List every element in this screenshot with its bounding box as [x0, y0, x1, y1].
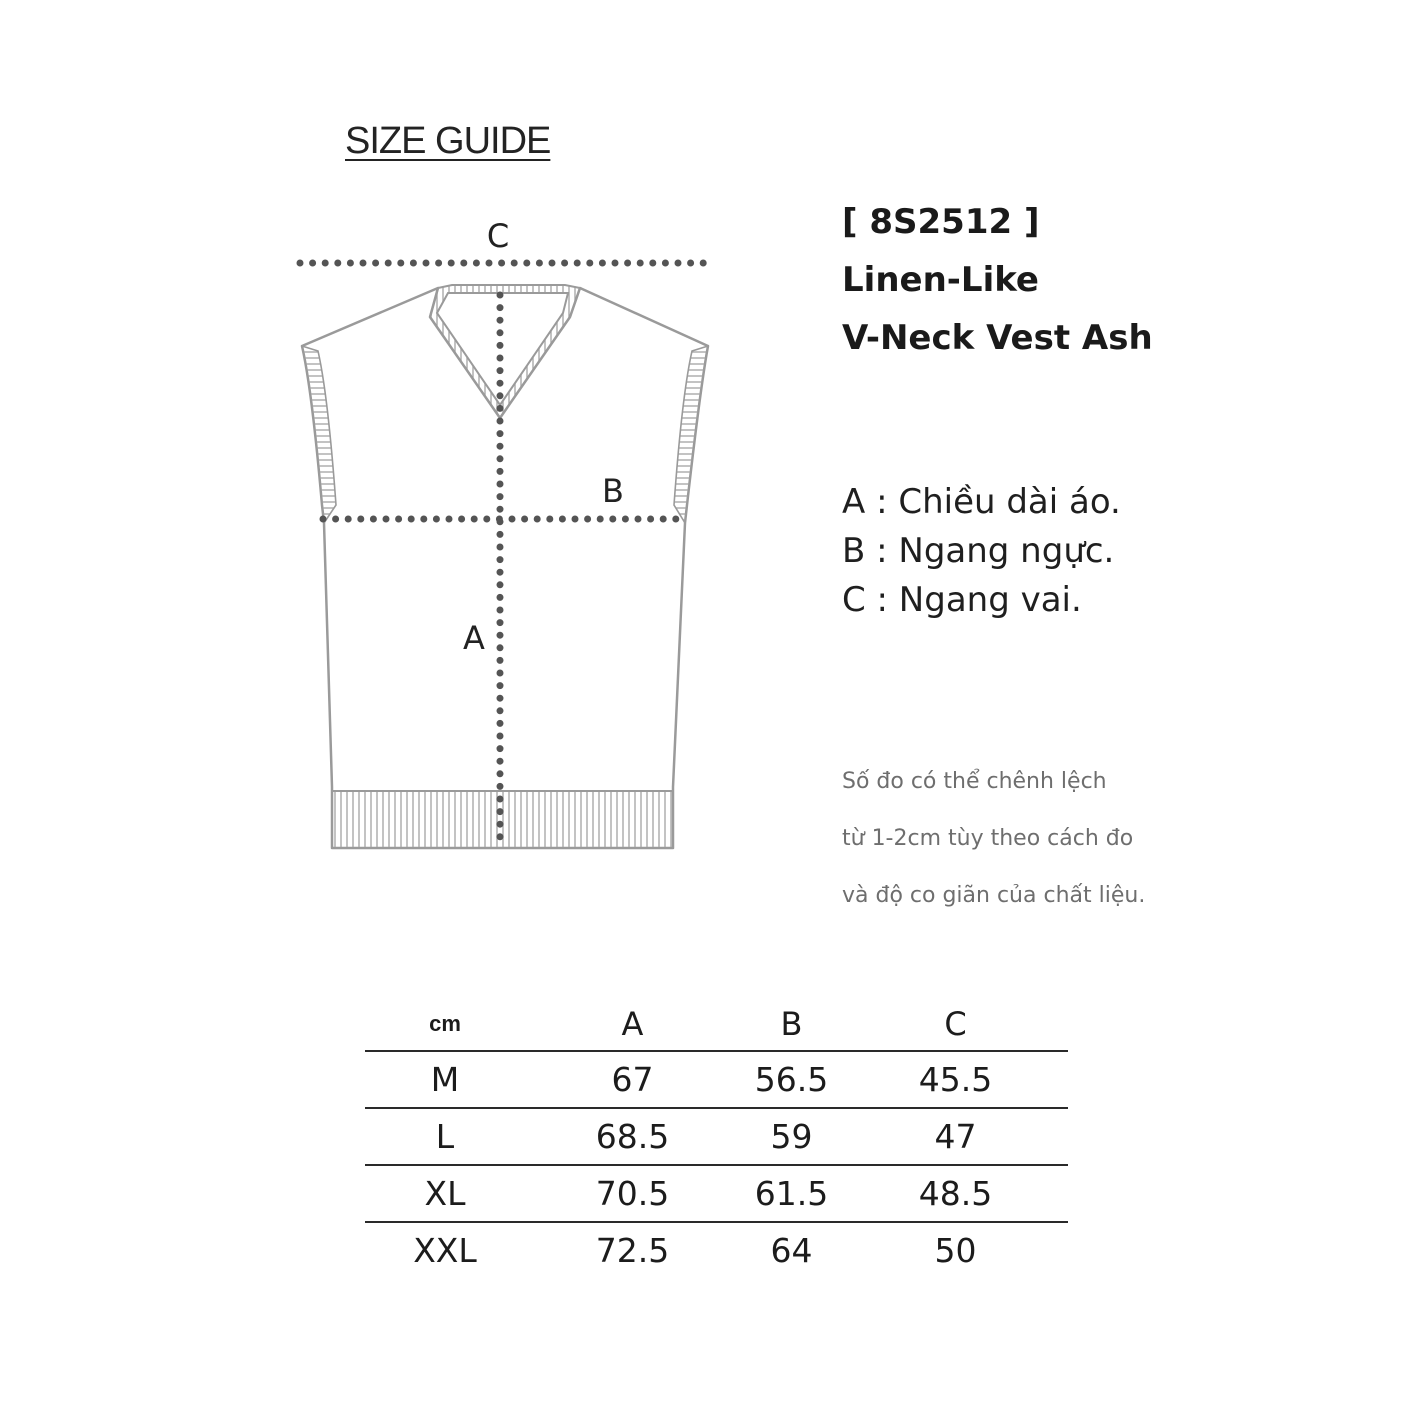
product-name-line1: Linen-Like	[842, 260, 1039, 300]
label-b: B	[602, 472, 624, 510]
value-a-cell: 67	[525, 1051, 740, 1108]
left-armhole-rib	[302, 346, 336, 523]
note-line: Số đo có thể chênh lệch	[842, 769, 1107, 794]
legend-item-b: B : Ngang ngực.	[842, 531, 1115, 571]
value-a-cell: 68.5	[525, 1108, 740, 1165]
size-guide-title: SIZE GUIDE	[345, 120, 551, 162]
value-a-cell: 72.5	[595, 1231, 670, 1270]
header-c: C	[843, 998, 1068, 1051]
size-cell: XL	[365, 1165, 525, 1222]
note-line: và độ co giãn của chất liệu.	[842, 883, 1146, 908]
table-row	[365, 1165, 1068, 1222]
size-cell: M	[365, 1051, 525, 1108]
value-b-cell: 59	[740, 1108, 843, 1165]
product-info	[842, 193, 1153, 367]
table-row	[365, 1051, 1068, 1108]
measurement-legend	[842, 478, 1121, 625]
header-b: B	[740, 998, 843, 1051]
label-a: A	[463, 619, 485, 657]
value-b-cell: 64	[770, 1231, 813, 1270]
vest-illustration	[290, 205, 730, 865]
size-table	[365, 998, 1068, 1278]
label-c: C	[486, 217, 510, 255]
value-c-cell: 48.5	[843, 1165, 1068, 1222]
product-code: [ 8S2512 ]	[842, 202, 1040, 242]
measurement-note	[842, 753, 1145, 924]
legend-item-a: A : Chiều dài áo.	[842, 482, 1121, 522]
note-line: từ 1-2cm tùy theo cách đo	[842, 826, 1134, 851]
size-cell: XXL	[413, 1231, 477, 1270]
value-c-cell: 50	[934, 1231, 977, 1270]
value-c-cell: 45.5	[843, 1051, 1068, 1108]
right-armhole-rib	[674, 346, 708, 523]
table-header-row	[365, 998, 1068, 1051]
value-c-cell: 47	[843, 1108, 1068, 1165]
value-b-cell: 56.5	[740, 1051, 843, 1108]
header-unit: cm	[365, 998, 525, 1051]
header-a: A	[525, 998, 740, 1051]
legend-item-c: C : Ngang vai.	[842, 580, 1082, 620]
product-name-line2: V-Neck Vest Ash	[842, 318, 1153, 358]
size-cell: L	[365, 1108, 525, 1165]
value-b-cell: 61.5	[740, 1165, 843, 1222]
table-row	[365, 1108, 1068, 1165]
vest-diagram	[290, 205, 730, 865]
value-a-cell: 70.5	[525, 1165, 740, 1222]
table-row	[365, 1222, 1068, 1278]
